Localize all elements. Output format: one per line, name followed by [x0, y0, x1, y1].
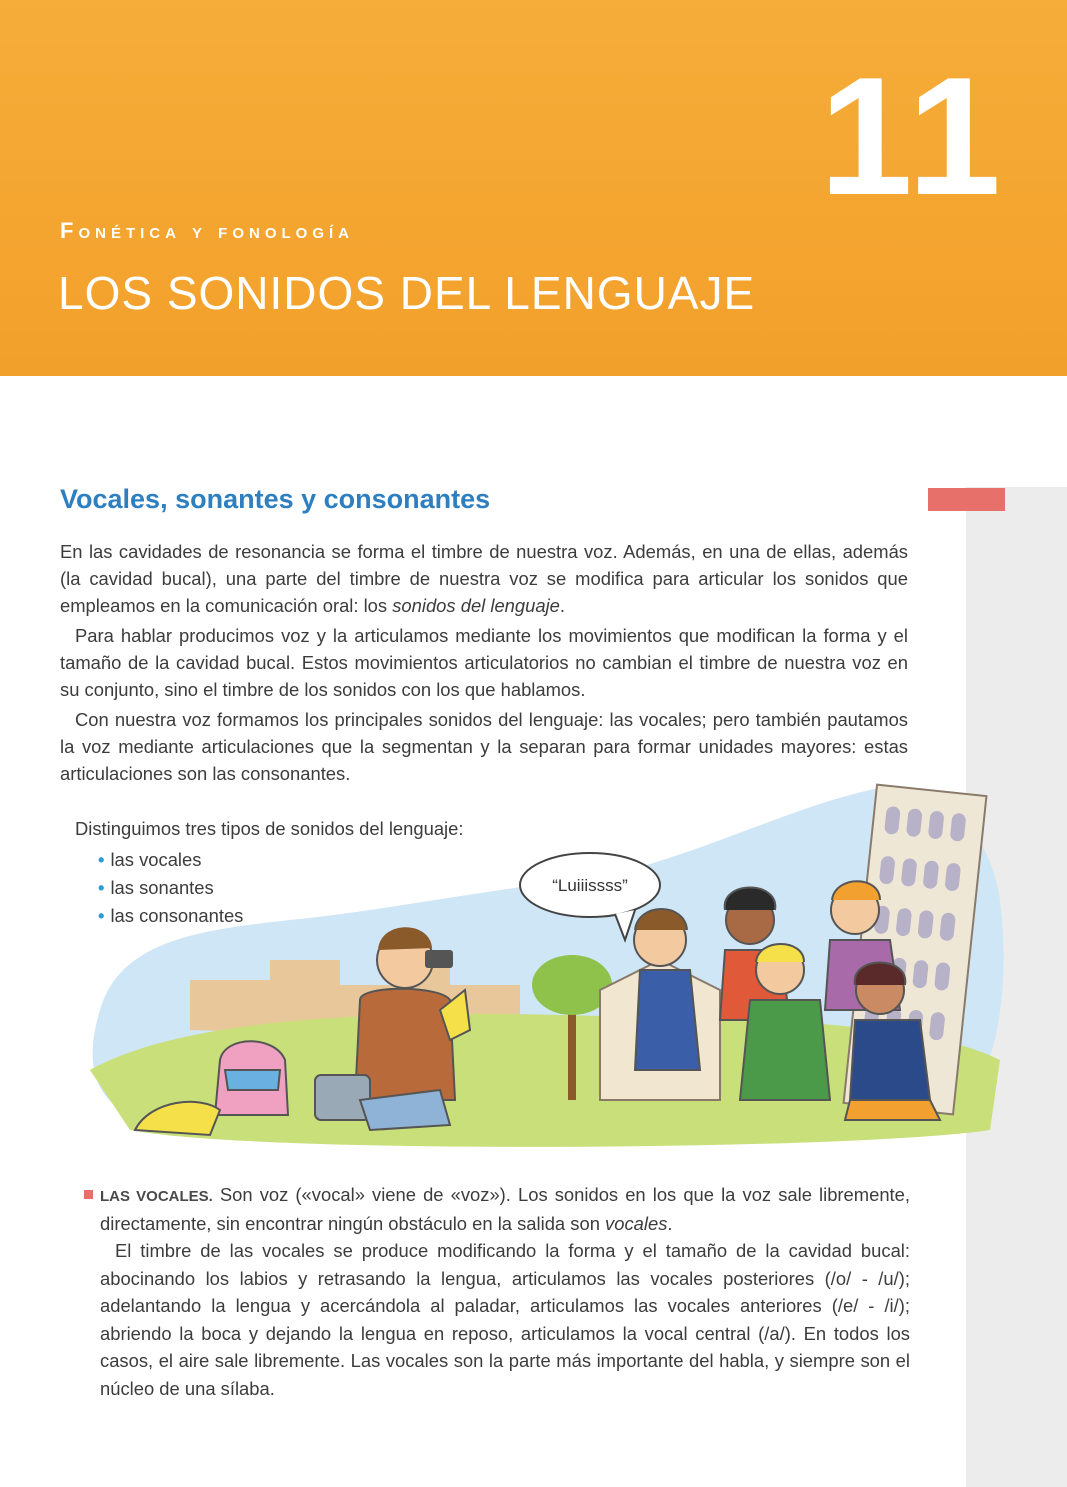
vocales-lead: LAS VOCALES.: [100, 1188, 213, 1205]
paragraph-1: En las cavidades de resonancia se forma el timbre de nuestra voz. Además, en una de ellas, además (la cavidad bucal), una parte del timbre de nuestra voz se modifica para articular los sonidos que empleamos en la comunicación oral: los sonidos del lenguaje.: [60, 541, 908, 616]
bullet-icon: •: [98, 877, 105, 898]
chapter-number: 11: [819, 42, 1005, 230]
section-heading: Vocales, sonantes y consonantes: [60, 484, 491, 514]
list-item: • las consonantes: [98, 905, 244, 926]
term-sonidos-del-lenguaje: sonidos del lenguaje: [392, 595, 560, 616]
chapter-title: LOS SONIDOS DEL LENGUAJE: [58, 267, 756, 319]
chapter-kicker: Fonética y fonología: [60, 218, 354, 243]
sound-types-list: [98, 846, 243, 930]
vocales-paragraph-1: LAS VOCALES. Son voz («vocal» viene de «voz»). Los sonidos en los que la voz sale libremente, directamente, sin encontrar ningún obstáculo en la salida son vocales.: [100, 1184, 910, 1234]
paragraph-3: Con nuestra voz formamos los principales sonidos del lenguaje: las vocales; pero también pautamos la voz mediante articulaciones que la segmentan y la separan para formar unidades mayores: estas articulaciones son las consonantes.: [60, 709, 908, 784]
paragraph-2: Para hablar producimos voz y la articulamos mediante los movimientos que modifican la forma y el tamaño de la cavidad bucal. Estos movimientos articulatorios no cambian el timbre de nuestra voz en su conjunto, sino el timbre de los sonidos con los que hablamos.: [60, 625, 908, 700]
vocales-paragraph-2: El timbre de las vocales se produce modificando la forma y el tamaño de la cavidad bucal: abocinando los labios y retrasando la lengua, articulamos las vocales posteriores (/o/ - /u/); adelantando la lengua y acercándola al paladar, articulamos las vocales anteriores (/e/ - /i/); abriendo la boca y dejando la lengua en reposo, articulamos la vocal central (/a/). En todos los casos, el aire sale libremente. Las vocales son la parte más importante del habla, y siempre son el núcleo de una sílaba.: [100, 1240, 910, 1399]
list-item: • las vocales: [98, 849, 202, 870]
section-marker-tab: [928, 488, 1005, 511]
list-intro: Distinguimos tres tipos de sonidos del lenguaje:: [75, 818, 464, 839]
speech-bubble-text: “Luiiissss”: [552, 876, 628, 895]
bullet-icon: •: [98, 905, 105, 926]
square-bullet-icon: [84, 1190, 93, 1199]
term-vocales: vocales: [605, 1213, 668, 1234]
list-item: • las sonantes: [98, 877, 214, 898]
bullet-icon: •: [98, 849, 105, 870]
